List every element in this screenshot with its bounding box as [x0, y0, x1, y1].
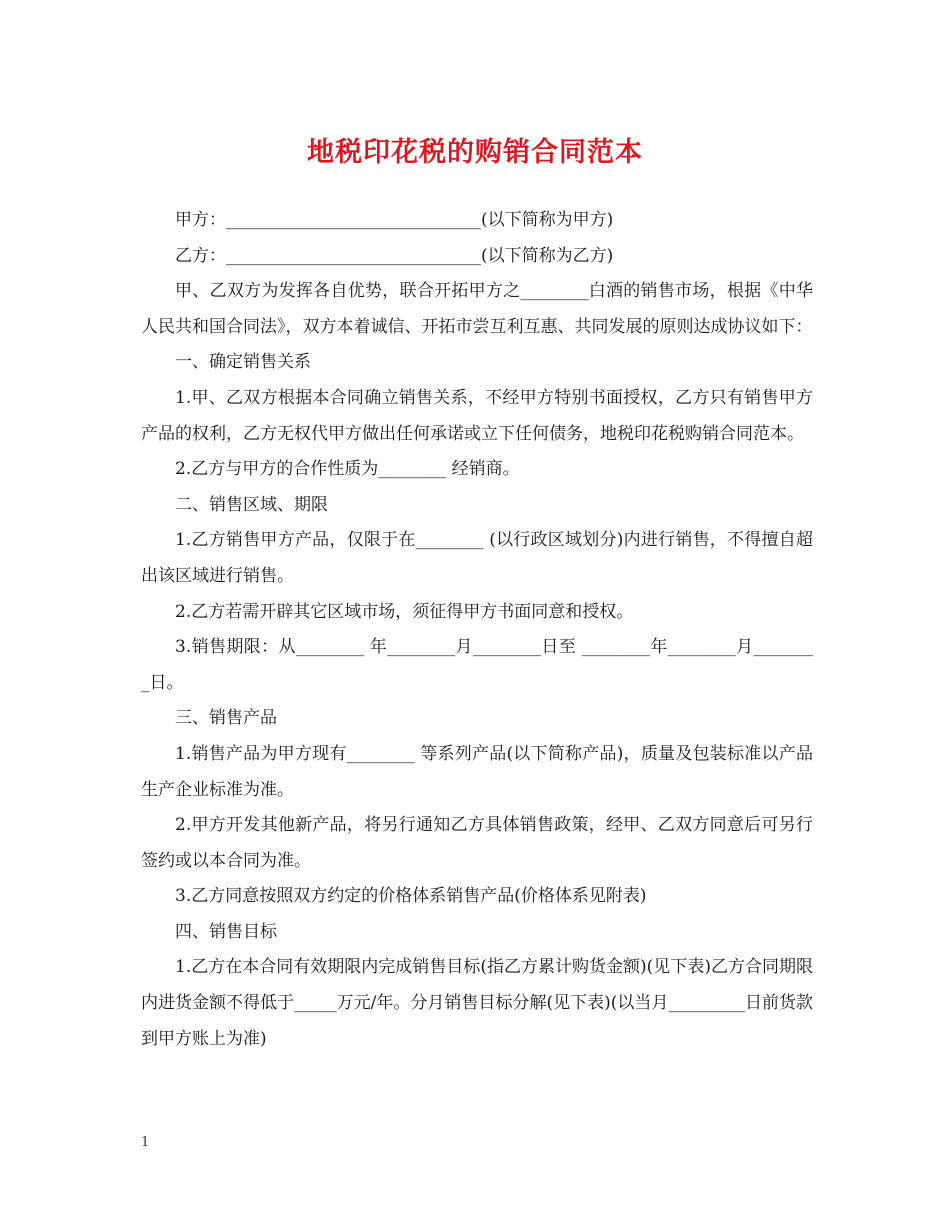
section-heading-1: 一、确定销售关系 [175, 352, 311, 373]
clause-4-1: 1.乙方在本合同有效期限内完成销售目标(指乙方累计购货金额)(见下表)乙方合同期限内进货金额不得低于_____万元/年。分月销售目标分解(见下表)(以当月_________日前货款到甲方账上为准) [141, 957, 813, 1049]
page-number: 1 [141, 1135, 150, 1150]
clause-3-1: 1.销售产品为甲方现有________ 等系列产品(以下简称产品)，质量及包装标准以产品生产企业标准为准。 [141, 743, 813, 800]
clause-1-2: 2.乙方与甲方的合作性质为________ 经销商。 [175, 459, 520, 480]
document-title: 地税印花税的购销合同范本 [307, 137, 643, 168]
section-heading-4: 四、销售目标 [175, 921, 277, 942]
document-body [141, 203, 813, 1057]
preamble-paragraph: 甲、乙双方为发挥各自优势，联合开拓甲方之________白酒的销售市场，根据《中华人民共和国合同法》，双方本着诚信、开拓市尝互利互惠、共同发展的原则达成协议如下： [141, 281, 813, 337]
clause-1-1: 1.甲、乙双方根据本合同确立销售关系，不经甲方特别书面授权，乙方只有销售甲方产品的权利，乙方无权代甲方做出任何承诺或立下任何债务，地税印花税购销合同范本。 [141, 387, 813, 444]
clause-3-2: 2.甲方开发其他新产品，将另行通知乙方具体销售政策，经甲、乙双方同意后可另行签约或以本合同为准。 [141, 815, 813, 871]
clause-2-2: 2.乙方若需开辟其它区域市场，须征得甲方书面同意和授权。 [175, 601, 634, 622]
section-heading-3: 三、销售产品 [175, 708, 277, 729]
clause-2-1: 1.乙方销售甲方产品，仅限于在________ (以行政区域划分)内进行销售，不得擅自超出该区域进行销售。 [141, 530, 813, 586]
party-a-line: 甲方：______________________________(以下简称为甲方) [175, 210, 614, 230]
section-heading-2: 二、销售区域、期限 [175, 494, 328, 515]
clause-2-3: 3.销售期限：从________ 年________月________日至 ________年________月________日。 [141, 637, 813, 693]
party-b-line: 乙方：______________________________(以下简称为乙方) [175, 245, 614, 266]
clause-3-3: 3.乙方同意按照双方约定的价格体系销售产品(价格体系见附表) [175, 886, 647, 907]
